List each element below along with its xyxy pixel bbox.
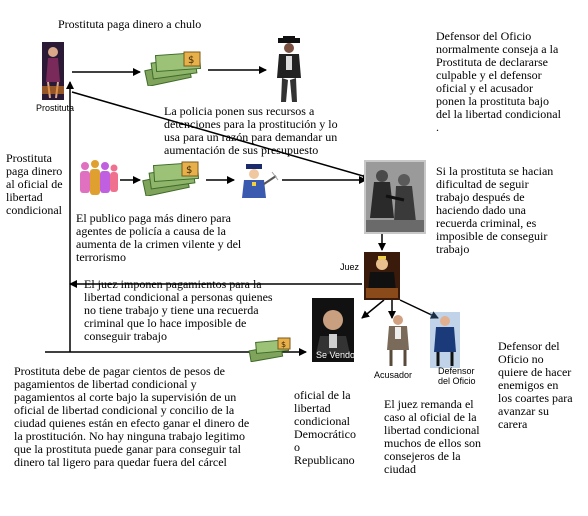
public-group-icon bbox=[78, 158, 120, 200]
svg-text:$: $ bbox=[186, 165, 193, 176]
difficulty-text: Si la prostituta se hacian dificultad de seguir trabajo después de haciendo dado una recuerda criminal, es imposible de conseguir trabajo bbox=[436, 164, 554, 256]
defensor-figure-icon bbox=[430, 312, 460, 368]
arrow-judge-to-acusador bbox=[362, 300, 384, 318]
acusador-label: Acusador bbox=[374, 370, 413, 380]
pimp-figure-icon bbox=[274, 36, 304, 104]
money-icon bbox=[142, 160, 204, 196]
officer-party-text: oficial de la libertad condicional Democrático o Republicano bbox=[294, 388, 356, 467]
arrest-photo-icon bbox=[364, 160, 426, 234]
police-text: La policia ponen sus recursos a detenciones para la prostitución y lo usa para un razón para demandar un aumentación de sus presupuesto bbox=[164, 104, 338, 157]
money-icon bbox=[144, 50, 206, 86]
judge-imposes-text: El juez imponen pagamientos para la libertad condicional a personas quienes no tiene trabajo y tiene una recuerda criminal que lo hace imposible de conseguir trabajo bbox=[84, 277, 273, 343]
svg-text:$: $ bbox=[188, 55, 195, 66]
public-text: El publico paga más dinero para agentes de policía a causa de la aumenta de la crimen vilente y del terrorismo bbox=[76, 211, 242, 264]
pays-pimp-text: Prostituta paga dinero a chulo bbox=[58, 17, 202, 31]
se-vendo-label: Se Vendo bbox=[316, 350, 356, 360]
defensor-intro-text: Defensor del Oficio normalmente conseja a la Prostituta de declararse culpable y el defensor oficial y el acusador ponen la prostituta bajo del la libertad condicional . bbox=[436, 29, 561, 134]
juez-label: Juez bbox=[340, 262, 360, 272]
must-pay-text: Prostituta debe de pagar cientos de pesos de pagamientos de libertad condicional y pagamientos al corte bajo la supervisión de un oficial de libertad condicional y concilio de la ciudad quienes están en efecto ganar el dinero de la prostitución. No hay ninguna trabajo legitimo que la prostituta puede ganar para conseguir tal dinero tal ligero para quedar fuera del cárcel bbox=[14, 364, 250, 469]
pays-officer-text: Prostituta paga dinero al oficial de libertad condicional bbox=[6, 151, 63, 217]
svg-text:$: $ bbox=[281, 340, 287, 349]
judge-remands-text: El juez remanda el caso al oficial de la libertad condicional muchos de ellos son consejeros de la ciudad bbox=[384, 397, 481, 476]
prostituta-label: Prostituta bbox=[36, 103, 75, 113]
police-officer-icon bbox=[236, 162, 280, 202]
acusador-figure-icon bbox=[384, 312, 412, 368]
money-icon bbox=[248, 336, 294, 362]
defensor-label: Defensor del Oficio bbox=[438, 366, 476, 386]
defensor-no-text: Defensor del Oficio no quiere de hacer enemigos en los coartes para avanzar su carera bbox=[498, 339, 573, 431]
judge-figure-icon bbox=[364, 252, 400, 300]
prostitute-figure-icon bbox=[42, 42, 64, 100]
